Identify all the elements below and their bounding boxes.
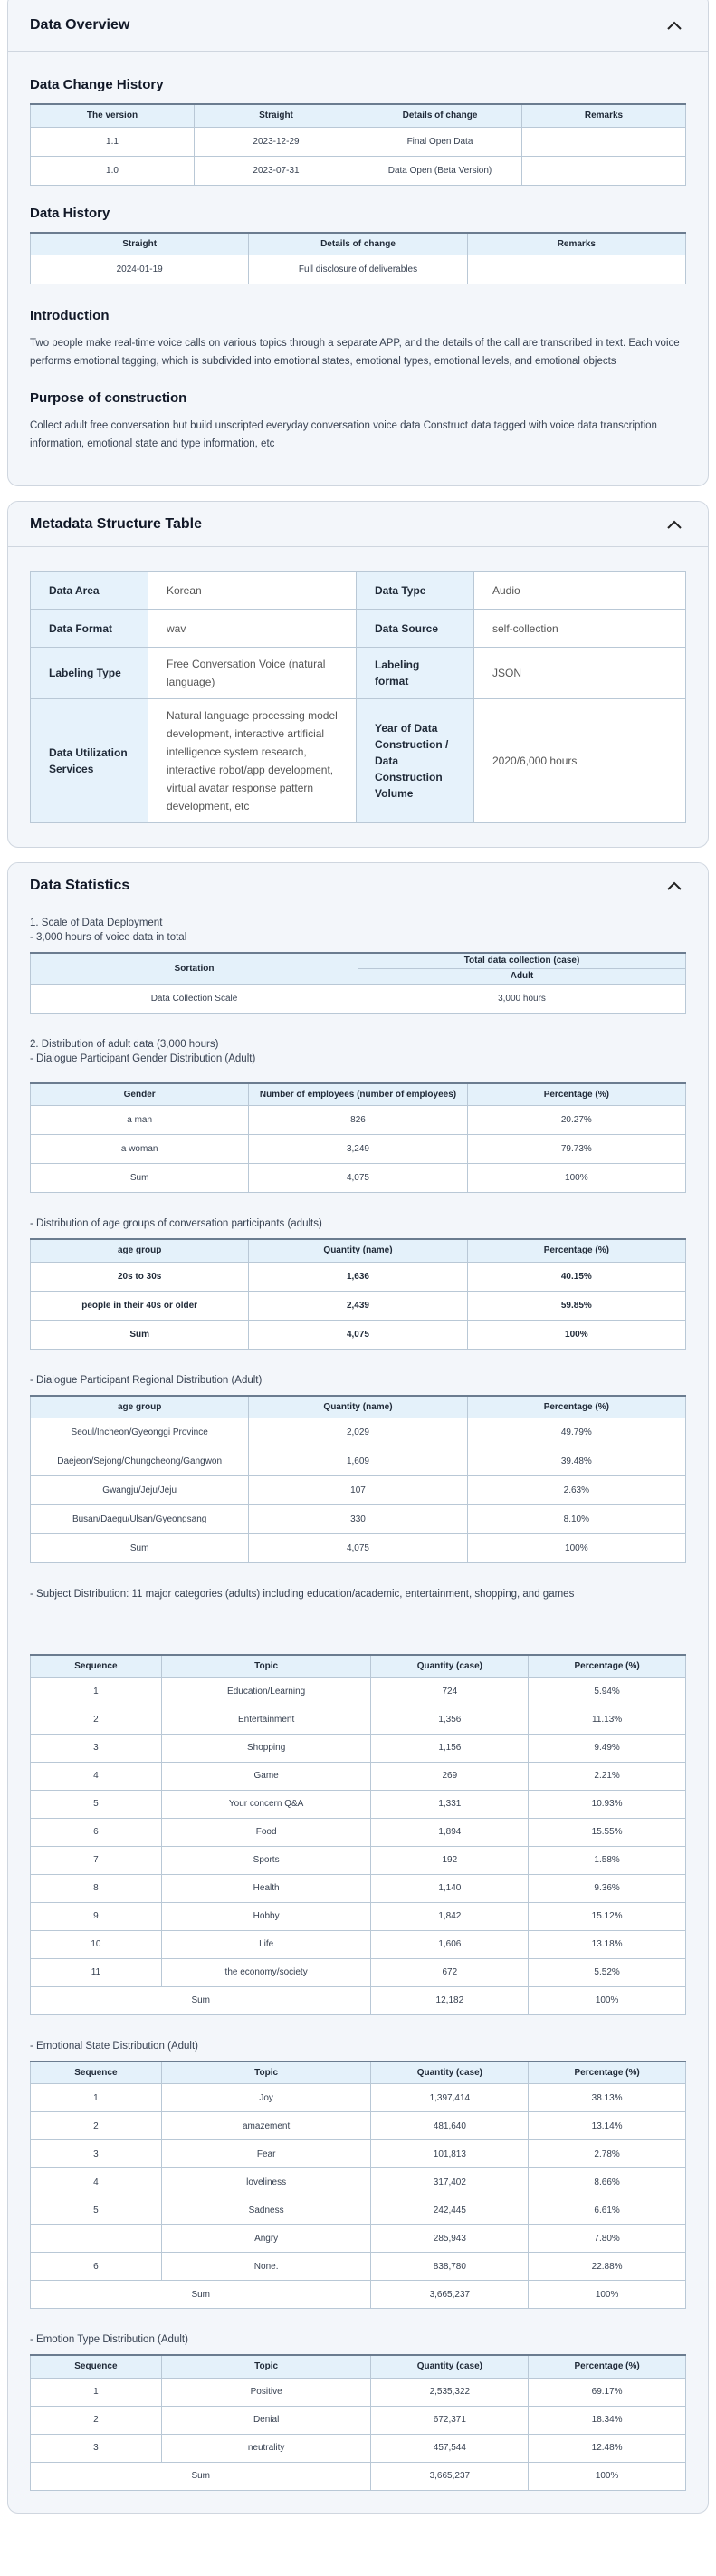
table-cell: Sum (31, 2462, 371, 2490)
table-cell: 1,140 (371, 1874, 529, 1902)
col-header: Sortation (31, 953, 358, 984)
table-cell: 672,371 (371, 2406, 529, 2434)
col-header: Quantity (case) (371, 2355, 529, 2378)
col-header: Percentage (%) (529, 1655, 686, 1677)
table-cell: Sum (31, 1534, 249, 1563)
table-row (31, 1534, 686, 1563)
table-row (31, 1291, 686, 1320)
meta-key: Labeling format (357, 648, 474, 699)
table-row (31, 2140, 686, 2168)
table-row (31, 2112, 686, 2140)
table-cell: 8 (31, 1874, 162, 1902)
table-cell: Life (161, 1930, 371, 1958)
table-cell: people in their 40s or older (31, 1291, 249, 1320)
table-cell: 2024-01-19 (31, 255, 249, 284)
table-cell: 100% (529, 2281, 686, 2309)
col-header: Topic (161, 2355, 371, 2378)
table-cell: 13.18% (529, 1930, 686, 1958)
table-cell: 22.88% (529, 2253, 686, 2281)
table-row (31, 572, 686, 610)
table-cell: Full disclosure of deliverables (249, 255, 467, 284)
table-cell: Fear (161, 2140, 371, 2168)
table-cell: 5.94% (529, 1677, 686, 1706)
region-table (30, 1395, 686, 1564)
statistics-card (7, 862, 709, 2514)
introduction-title: Introduction (30, 308, 110, 323)
table-cell (522, 156, 686, 185)
table-cell: Joy (161, 2084, 371, 2112)
table-row (31, 1106, 686, 1135)
table-cell: 8.66% (529, 2168, 686, 2196)
table-cell: 672 (371, 1958, 529, 1986)
gender-table (30, 1082, 686, 1194)
col-header: Percentage (%) (467, 1083, 685, 1106)
table-cell: Sports (161, 1846, 371, 1874)
table-row (31, 2253, 686, 2281)
table-cell: 2023-07-31 (195, 156, 358, 185)
table-cell: 100% (467, 1164, 685, 1193)
table-cell: 1,609 (249, 1447, 467, 1476)
col-header: Percentage (%) (467, 1239, 685, 1262)
table-cell: None. (161, 2253, 371, 2281)
table-cell: 1 (31, 1677, 162, 1706)
table-cell: 12.48% (529, 2434, 686, 2462)
table-cell: 49.79% (467, 1418, 685, 1447)
table-row (31, 1874, 686, 1902)
col-header: Sequence (31, 1655, 162, 1677)
table-cell: 1.58% (529, 1846, 686, 1874)
table-row (31, 648, 686, 699)
table-cell: Angry (161, 2225, 371, 2253)
data-history-table (30, 232, 686, 285)
subject-title: - Subject Distribution: 11 major categories (adults) including education/academic, entertainment, shopping, and games (30, 1589, 575, 1600)
table-row (31, 1320, 686, 1349)
table-cell: loveliness (161, 2168, 371, 2196)
table-cell: 3,665,237 (371, 2462, 529, 2490)
introduction-text: Two people make real-time voice calls on various topics through a separate APP, and the details of the call are transcribed in text. Each voice performs emotional tagging, which is subdivided into emotional states, emotional types, emotional levels, and emotional objects (30, 338, 680, 367)
table-cell: 192 (371, 1846, 529, 1874)
table-cell: Your concern Q&A (161, 1790, 371, 1818)
col-header: Details of change (249, 233, 467, 255)
purpose-title: Purpose of construction (30, 390, 187, 406)
metadata-table (30, 571, 686, 823)
table-row (31, 610, 686, 648)
table-row (31, 255, 686, 284)
col-header: Remarks (467, 233, 685, 255)
col-header: Topic (161, 1655, 371, 1677)
table-cell: 2,029 (249, 1418, 467, 1447)
table-cell: 100% (529, 2462, 686, 2490)
table-cell: 10.93% (529, 1790, 686, 1818)
table-cell: 1.0 (31, 156, 195, 185)
table-cell: Seoul/Incheon/Gyeonggi Province (31, 1418, 249, 1447)
collapse-chevron-up-icon[interactable] (663, 14, 686, 37)
table-row (31, 2168, 686, 2196)
subject-table (30, 1654, 686, 2015)
table-row (31, 1790, 686, 1818)
table-cell: Daejeon/Sejong/Chungcheong/Gangwon (31, 1447, 249, 1476)
table-cell: Sadness (161, 2196, 371, 2225)
meta-value: self-collection (474, 610, 686, 648)
table-cell: amazement (161, 2112, 371, 2140)
region-title: - Dialogue Participant Regional Distribution (Adult) (30, 1374, 263, 1386)
table-cell: 5.52% (529, 1958, 686, 1986)
table-row (31, 2196, 686, 2225)
metadata-card (7, 501, 709, 848)
age-table (30, 1238, 686, 1350)
table-cell: Shopping (161, 1734, 371, 1762)
age-title: - Distribution of age groups of conversation participants (adults) (30, 1218, 322, 1229)
meta-key: Year of Data Construction / Data Construction Volume (357, 699, 474, 823)
table-cell: 7.80% (529, 2225, 686, 2253)
table-cell: 79.73% (467, 1135, 685, 1164)
col-header: Remarks (522, 104, 686, 127)
table-cell (467, 255, 685, 284)
table-cell: 59.85% (467, 1291, 685, 1320)
table-cell: 826 (249, 1106, 467, 1135)
change-history-title: Data Change History (30, 77, 164, 92)
table-cell: Hobby (161, 1902, 371, 1930)
table-cell: Game (161, 1762, 371, 1790)
statistics-title: Data Statistics (30, 877, 130, 893)
meta-value: Audio (474, 572, 686, 610)
table-cell: Sum (31, 1986, 371, 2014)
table-row (31, 1734, 686, 1762)
table-cell: 39.48% (467, 1447, 685, 1476)
table-cell: 4 (31, 2168, 162, 2196)
meta-key: Data Type (357, 572, 474, 610)
data-history-title: Data History (30, 205, 110, 221)
table-cell: 481,640 (371, 2112, 529, 2140)
meta-key: Data Format (31, 610, 148, 648)
table-sum-row (31, 2462, 686, 2490)
table-cell: 4,075 (249, 1320, 467, 1349)
table-cell: 15.12% (529, 1902, 686, 1930)
meta-value: Free Conversation Voice (natural language) (148, 648, 357, 699)
table-cell: 1,331 (371, 1790, 529, 1818)
table-row (31, 156, 686, 185)
col-header: Straight (31, 233, 249, 255)
meta-key: Data Area (31, 572, 148, 610)
col-header: age group (31, 1239, 249, 1262)
table-cell: Health (161, 1874, 371, 1902)
table-row (31, 2225, 686, 2253)
table-cell: 20s to 30s (31, 1262, 249, 1291)
table-cell: 1 (31, 2084, 162, 2112)
table-cell: 3,665,237 (371, 2281, 529, 2309)
dist-line-2: - Dialogue Participant Gender Distribution (Adult) (30, 1053, 256, 1064)
table-row (31, 2084, 686, 2112)
table-cell: 285,943 (371, 2225, 529, 2253)
table-cell: 7 (31, 1846, 162, 1874)
table-row (31, 984, 686, 1013)
col-header: Quantity (name) (249, 1396, 467, 1418)
table-cell: 4,075 (249, 1164, 467, 1193)
table-cell: 100% (467, 1534, 685, 1563)
table-cell: 3,000 hours (358, 984, 686, 1013)
table-cell: 1,636 (249, 1262, 467, 1291)
table-cell: 2023-12-29 (195, 127, 358, 156)
table-cell: 11.13% (529, 1706, 686, 1734)
meta-key: Data Source (357, 610, 474, 648)
table-cell: a woman (31, 1135, 249, 1164)
table-cell: 5 (31, 2196, 162, 2225)
table-cell: 317,402 (371, 2168, 529, 2196)
col-header: age group (31, 1396, 249, 1418)
col-header: Percentage (%) (529, 2355, 686, 2378)
table-cell: 15.55% (529, 1818, 686, 1846)
table-cell: 100% (529, 1986, 686, 2014)
table-cell: 9.49% (529, 1734, 686, 1762)
table-cell: Entertainment (161, 1706, 371, 1734)
table-cell: 107 (249, 1476, 467, 1505)
col-header: Quantity (name) (249, 1239, 467, 1262)
change-history-table (30, 103, 686, 186)
meta-value: wav (148, 610, 357, 648)
table-row (31, 1762, 686, 1790)
table-cell: 330 (249, 1505, 467, 1534)
table-cell: 1,397,414 (371, 2084, 529, 2112)
meta-value: 2020/6,000 hours (474, 699, 686, 823)
table-row (31, 1930, 686, 1958)
table-row (31, 1262, 686, 1291)
table-cell: Busan/Daegu/Ulsan/Gyeongsang (31, 1505, 249, 1534)
table-row (31, 1958, 686, 1986)
table-cell: 242,445 (371, 2196, 529, 2225)
table-row (31, 699, 686, 823)
table-cell (522, 127, 686, 156)
emostate-title: - Emotional State Distribution (Adult) (30, 2040, 198, 2052)
emostate-table (30, 2061, 686, 2310)
col-header: Percentage (%) (529, 2062, 686, 2084)
table-cell: the economy/society (161, 1958, 371, 1986)
table-row (31, 1418, 686, 1447)
statistics-header[interactable] (8, 863, 708, 908)
table-cell: Data Collection Scale (31, 984, 358, 1013)
table-cell: 1,842 (371, 1902, 529, 1930)
table-cell: 6 (31, 1818, 162, 1846)
table-cell: 9 (31, 1902, 162, 1930)
table-row (31, 1846, 686, 1874)
table-cell: 2.21% (529, 1762, 686, 1790)
table-cell: 1,156 (371, 1734, 529, 1762)
table-cell: Final Open Data (358, 127, 522, 156)
table-row (31, 1818, 686, 1846)
table-cell: 1.1 (31, 127, 195, 156)
table-row (31, 127, 686, 156)
emotype-table (30, 2354, 686, 2491)
col-header: Number of employees (number of employees) (249, 1083, 467, 1106)
col-header: Straight (195, 104, 358, 127)
scale-line-2: - 3,000 hours of voice data in total (30, 932, 187, 943)
table-cell: 20.27% (467, 1106, 685, 1135)
col-header: Details of change (358, 104, 522, 127)
col-header: Quantity (case) (371, 1655, 529, 1677)
table-cell: Positive (161, 2378, 371, 2406)
table-row (31, 2434, 686, 2462)
table-cell: 6 (31, 2253, 162, 2281)
table-sum-row (31, 2281, 686, 2309)
table-row (31, 2378, 686, 2406)
table-cell: 2 (31, 1706, 162, 1734)
col-header: Total data collection (case) (358, 953, 686, 968)
table-cell: 2 (31, 2112, 162, 2140)
table-cell: Denial (161, 2406, 371, 2434)
table-cell: 2 (31, 2406, 162, 2434)
table-cell: 3 (31, 1734, 162, 1762)
col-header: Topic (161, 2062, 371, 2084)
meta-value: Natural language processing model development, interactive artificial intelligence system research, interactive robot/app development, virtual avatar response pattern development, etc (148, 699, 357, 823)
table-cell: Sum (31, 1320, 249, 1349)
table-row (31, 1902, 686, 1930)
collapse-chevron-up-icon[interactable] (663, 874, 686, 898)
table-sum-row (31, 1986, 686, 2014)
collapse-chevron-up-icon[interactable] (663, 513, 686, 536)
purpose-text: Collect adult free conversation but build unscripted everyday conversation voice data Construct data tagged with voice data transcription information, emotional state and type information, etc (30, 420, 657, 449)
table-cell: 9.36% (529, 1874, 686, 1902)
meta-value: JSON (474, 648, 686, 699)
table-cell: 1,894 (371, 1818, 529, 1846)
table-cell: 4 (31, 1762, 162, 1790)
table-cell: 6.61% (529, 2196, 686, 2225)
table-cell: a man (31, 1106, 249, 1135)
table-cell: Food (161, 1818, 371, 1846)
table-cell: 4,075 (249, 1534, 467, 1563)
table-cell: 2,535,322 (371, 2378, 529, 2406)
col-header: Gender (31, 1083, 249, 1106)
table-cell: 8.10% (467, 1505, 685, 1534)
col-header: Percentage (%) (467, 1396, 685, 1418)
table-cell: Gwangju/Jeju/Jeju (31, 1476, 249, 1505)
table-row (31, 1135, 686, 1164)
data-overview-title: Data Overview (30, 16, 130, 33)
dist-line-1: 2. Distribution of adult data (3,000 hours) (30, 1038, 219, 1050)
col-header: Quantity (case) (371, 2062, 529, 2084)
table-row (31, 2406, 686, 2434)
table-cell: 10 (31, 1930, 162, 1958)
col-header: Adult (358, 968, 686, 984)
table-cell: Education/Learning (161, 1677, 371, 1706)
table-row (31, 1706, 686, 1734)
table-cell: 40.15% (467, 1262, 685, 1291)
table-cell: 1,606 (371, 1930, 529, 1958)
data-overview-card (7, 0, 709, 486)
table-cell: 2,439 (249, 1291, 467, 1320)
table-row (31, 1476, 686, 1505)
table-cell (31, 2225, 162, 2253)
table-cell: 3,249 (249, 1135, 467, 1164)
table-row (31, 1677, 686, 1706)
table-cell: 3 (31, 2434, 162, 2462)
meta-key: Labeling Type (31, 648, 148, 699)
metadata-header[interactable] (8, 502, 708, 547)
table-cell: 12,182 (371, 1986, 529, 2014)
metadata-title: Metadata Structure Table (30, 515, 202, 532)
table-cell: 38.13% (529, 2084, 686, 2112)
meta-value: Korean (148, 572, 357, 610)
col-header: The version (31, 104, 195, 127)
table-cell: 100% (467, 1320, 685, 1349)
scale-table (30, 952, 686, 1014)
table-row (31, 1505, 686, 1534)
table-cell: 101,813 (371, 2140, 529, 2168)
table-cell: 1,356 (371, 1706, 529, 1734)
table-cell: 5 (31, 1790, 162, 1818)
table-cell: 2.63% (467, 1476, 685, 1505)
table-cell: 3 (31, 2140, 162, 2168)
table-row (31, 1447, 686, 1476)
scale-line-1: 1. Scale of Data Deployment (30, 918, 163, 928)
emotype-title: - Emotion Type Distribution (Adult) (30, 2334, 188, 2345)
table-cell: 2.78% (529, 2140, 686, 2168)
col-header: Sequence (31, 2355, 162, 2378)
table-cell: 724 (371, 1677, 529, 1706)
table-cell: Sum (31, 1164, 249, 1193)
table-cell: 457,544 (371, 2434, 529, 2462)
table-cell: Data Open (Beta Version) (358, 156, 522, 185)
table-cell: 269 (371, 1762, 529, 1790)
table-cell: 69.17% (529, 2378, 686, 2406)
table-cell: Sum (31, 2281, 371, 2309)
col-header: Sequence (31, 2062, 162, 2084)
table-cell: 838,780 (371, 2253, 529, 2281)
table-cell: neutrality (161, 2434, 371, 2462)
table-cell: 13.14% (529, 2112, 686, 2140)
data-overview-header[interactable] (8, 0, 708, 52)
meta-key: Data Utilization Services (31, 699, 148, 823)
table-cell: 18.34% (529, 2406, 686, 2434)
table-cell: 11 (31, 1958, 162, 1986)
table-row (31, 1164, 686, 1193)
table-cell: 1 (31, 2378, 162, 2406)
